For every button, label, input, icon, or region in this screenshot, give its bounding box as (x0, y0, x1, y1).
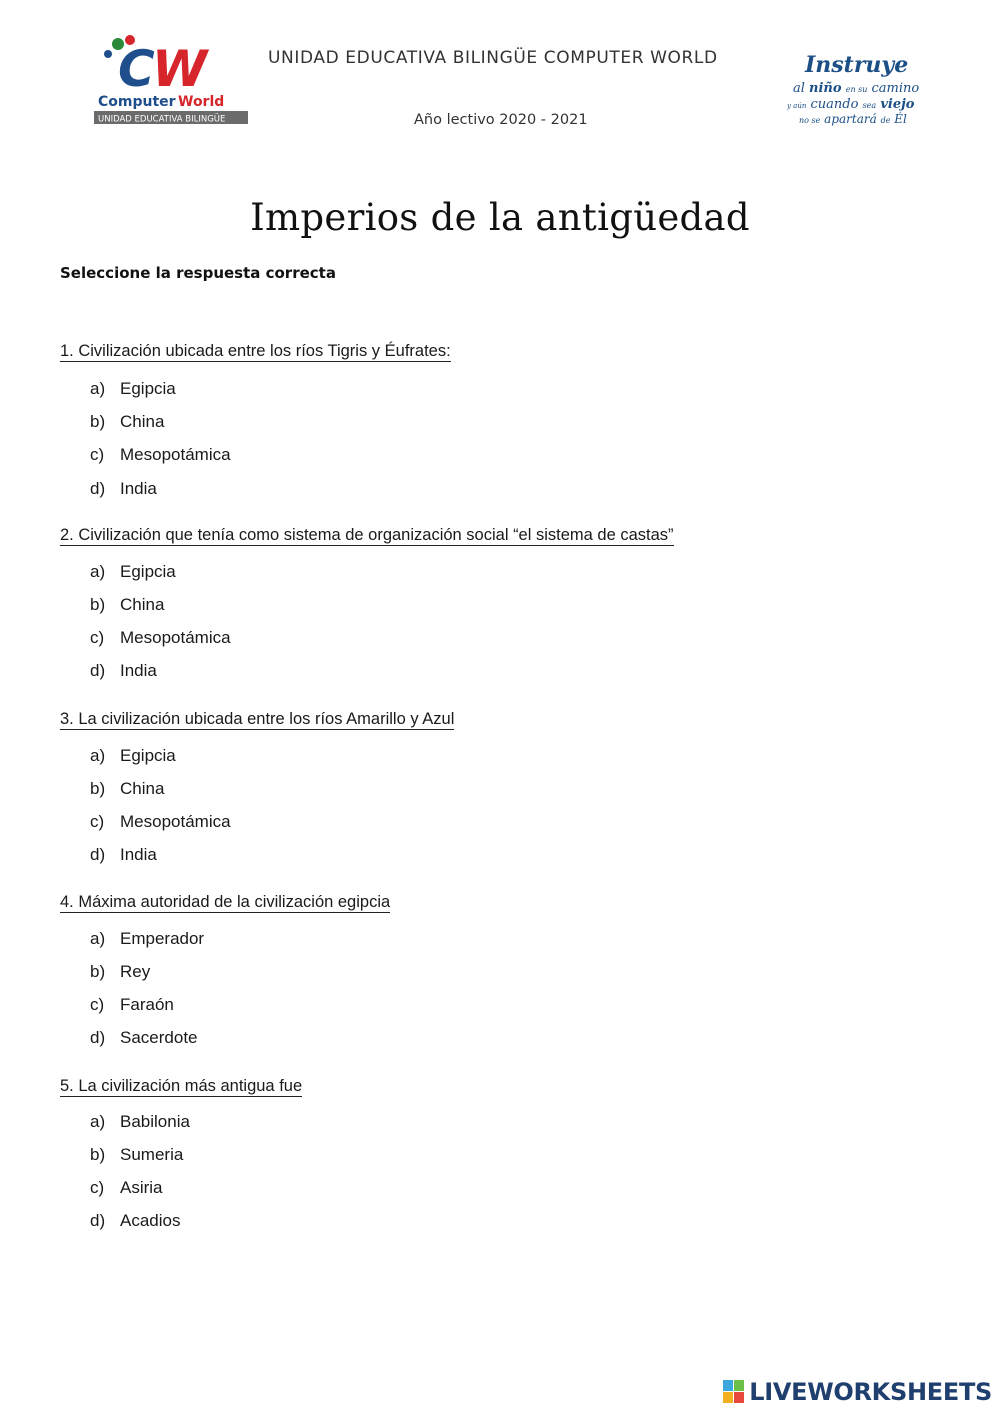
option-label: Faraón (120, 995, 174, 1014)
option-label: Mesopotámica (120, 628, 231, 647)
answer-option[interactable] (90, 1178, 163, 1198)
instruction-text: Seleccione la respuesta correcta (60, 264, 336, 282)
question-1 (60, 341, 451, 498)
question-2 (60, 525, 674, 680)
answer-option[interactable] (90, 779, 164, 799)
option-letter: d) (90, 661, 106, 680)
option-letter: a) (90, 562, 106, 581)
answer-option[interactable] (90, 412, 164, 432)
answer-option[interactable] (90, 1112, 190, 1132)
option-label: China (120, 595, 165, 614)
worksheet-title: Imperios de la antigüedad (250, 196, 750, 239)
option-letter: b) (90, 595, 106, 614)
option-letter: c) (90, 1178, 105, 1197)
option-label: Sumeria (120, 1145, 184, 1164)
answer-option[interactable] (90, 445, 231, 465)
svg-text:Instruye: Instruye (805, 52, 909, 78)
option-label: Egipcia (120, 746, 176, 765)
option-letter: c) (90, 995, 105, 1014)
question-text: 5. La civilización más antigua fue (60, 1077, 303, 1095)
option-label: Mesopotámica (120, 812, 231, 831)
svg-text:y aún cuando sea viejo: y aún cuando sea viejo (787, 97, 915, 112)
option-label: China (120, 779, 165, 798)
answer-option[interactable] (90, 995, 174, 1015)
option-letter: b) (90, 962, 106, 981)
option-letter: b) (90, 412, 106, 431)
answer-option[interactable] (90, 595, 164, 615)
liveworksheets-brand (723, 1377, 992, 1407)
school-logo (90, 28, 250, 128)
option-letter: a) (90, 746, 106, 765)
answer-option[interactable] (90, 479, 157, 499)
option-label: Babilonia (120, 1112, 190, 1131)
question-text: 2. Civilización que tenía como sistema de organización social “el sistema de castas” (60, 526, 674, 544)
answer-option[interactable] (90, 929, 204, 949)
answer-option[interactable] (90, 562, 176, 582)
option-label: China (120, 412, 165, 431)
svg-text:C: C (118, 40, 155, 98)
option-letter: d) (90, 479, 106, 498)
answer-option[interactable] (90, 812, 231, 832)
answer-option[interactable] (90, 628, 231, 648)
school-name: UNIDAD EDUCATIVA BILINGÜE COMPUTER WORLD (268, 48, 718, 68)
question-text: 4. Máxima autoridad de la civilización egipcia (60, 893, 391, 911)
answer-option[interactable] (90, 746, 176, 766)
liveworksheets-logo-icon (723, 1380, 745, 1404)
option-label: Rey (120, 962, 151, 981)
option-letter: c) (90, 812, 105, 831)
option-letter: a) (90, 1112, 106, 1131)
question-3 (60, 709, 455, 864)
option-letter: c) (90, 628, 105, 647)
option-label: Asiria (120, 1178, 163, 1197)
option-letter: b) (90, 1145, 106, 1164)
question-4 (60, 892, 391, 1047)
option-letter: a) (90, 379, 106, 398)
option-label: Mesopotámica (120, 445, 231, 464)
answer-option[interactable] (90, 661, 157, 681)
option-label: India (120, 479, 157, 498)
answer-option[interactable] (90, 1028, 198, 1048)
answer-option[interactable] (90, 379, 176, 399)
option-label: Egipcia (120, 562, 176, 581)
svg-text:World: World (178, 94, 225, 110)
option-label: Egipcia (120, 379, 176, 398)
option-letter: d) (90, 1211, 106, 1230)
svg-text:al niño en su camino: al niño en su camino (793, 81, 920, 96)
answer-option[interactable] (90, 845, 157, 865)
svg-text:Computer: Computer (98, 94, 176, 110)
option-letter: b) (90, 779, 106, 798)
option-letter: d) (90, 1028, 106, 1047)
answer-option[interactable] (90, 962, 150, 982)
option-letter: c) (90, 445, 105, 464)
motto-logo (785, 50, 930, 130)
svg-text:UNIDAD EDUCATIVA BILINGÜE: UNIDAD EDUCATIVA BILINGÜE (98, 114, 226, 125)
school-year: Año lectivo 2020 - 2021 (414, 112, 588, 128)
option-label: India (120, 661, 157, 680)
svg-text:no se apartará de Él: no se apartará de Él (799, 112, 907, 126)
svg-text:W: W (152, 40, 208, 98)
question-text: 1. Civilización ubicada entre los ríos Tigris y Éufrates: (60, 342, 451, 360)
answer-option[interactable] (90, 1145, 183, 1165)
option-letter: d) (90, 845, 106, 864)
option-label: Acadios (120, 1211, 181, 1230)
question-5 (60, 1076, 303, 1230)
question-text: 3. La civilización ubicada entre los ríos Amarillo y Azul (60, 710, 455, 728)
option-label: Sacerdote (120, 1028, 198, 1047)
option-label: India (120, 845, 157, 864)
brand-text: LIVEWORKSHEETS (749, 1378, 992, 1406)
option-label: Emperador (120, 929, 205, 948)
answer-option[interactable] (90, 1211, 180, 1231)
option-letter: a) (90, 929, 106, 948)
